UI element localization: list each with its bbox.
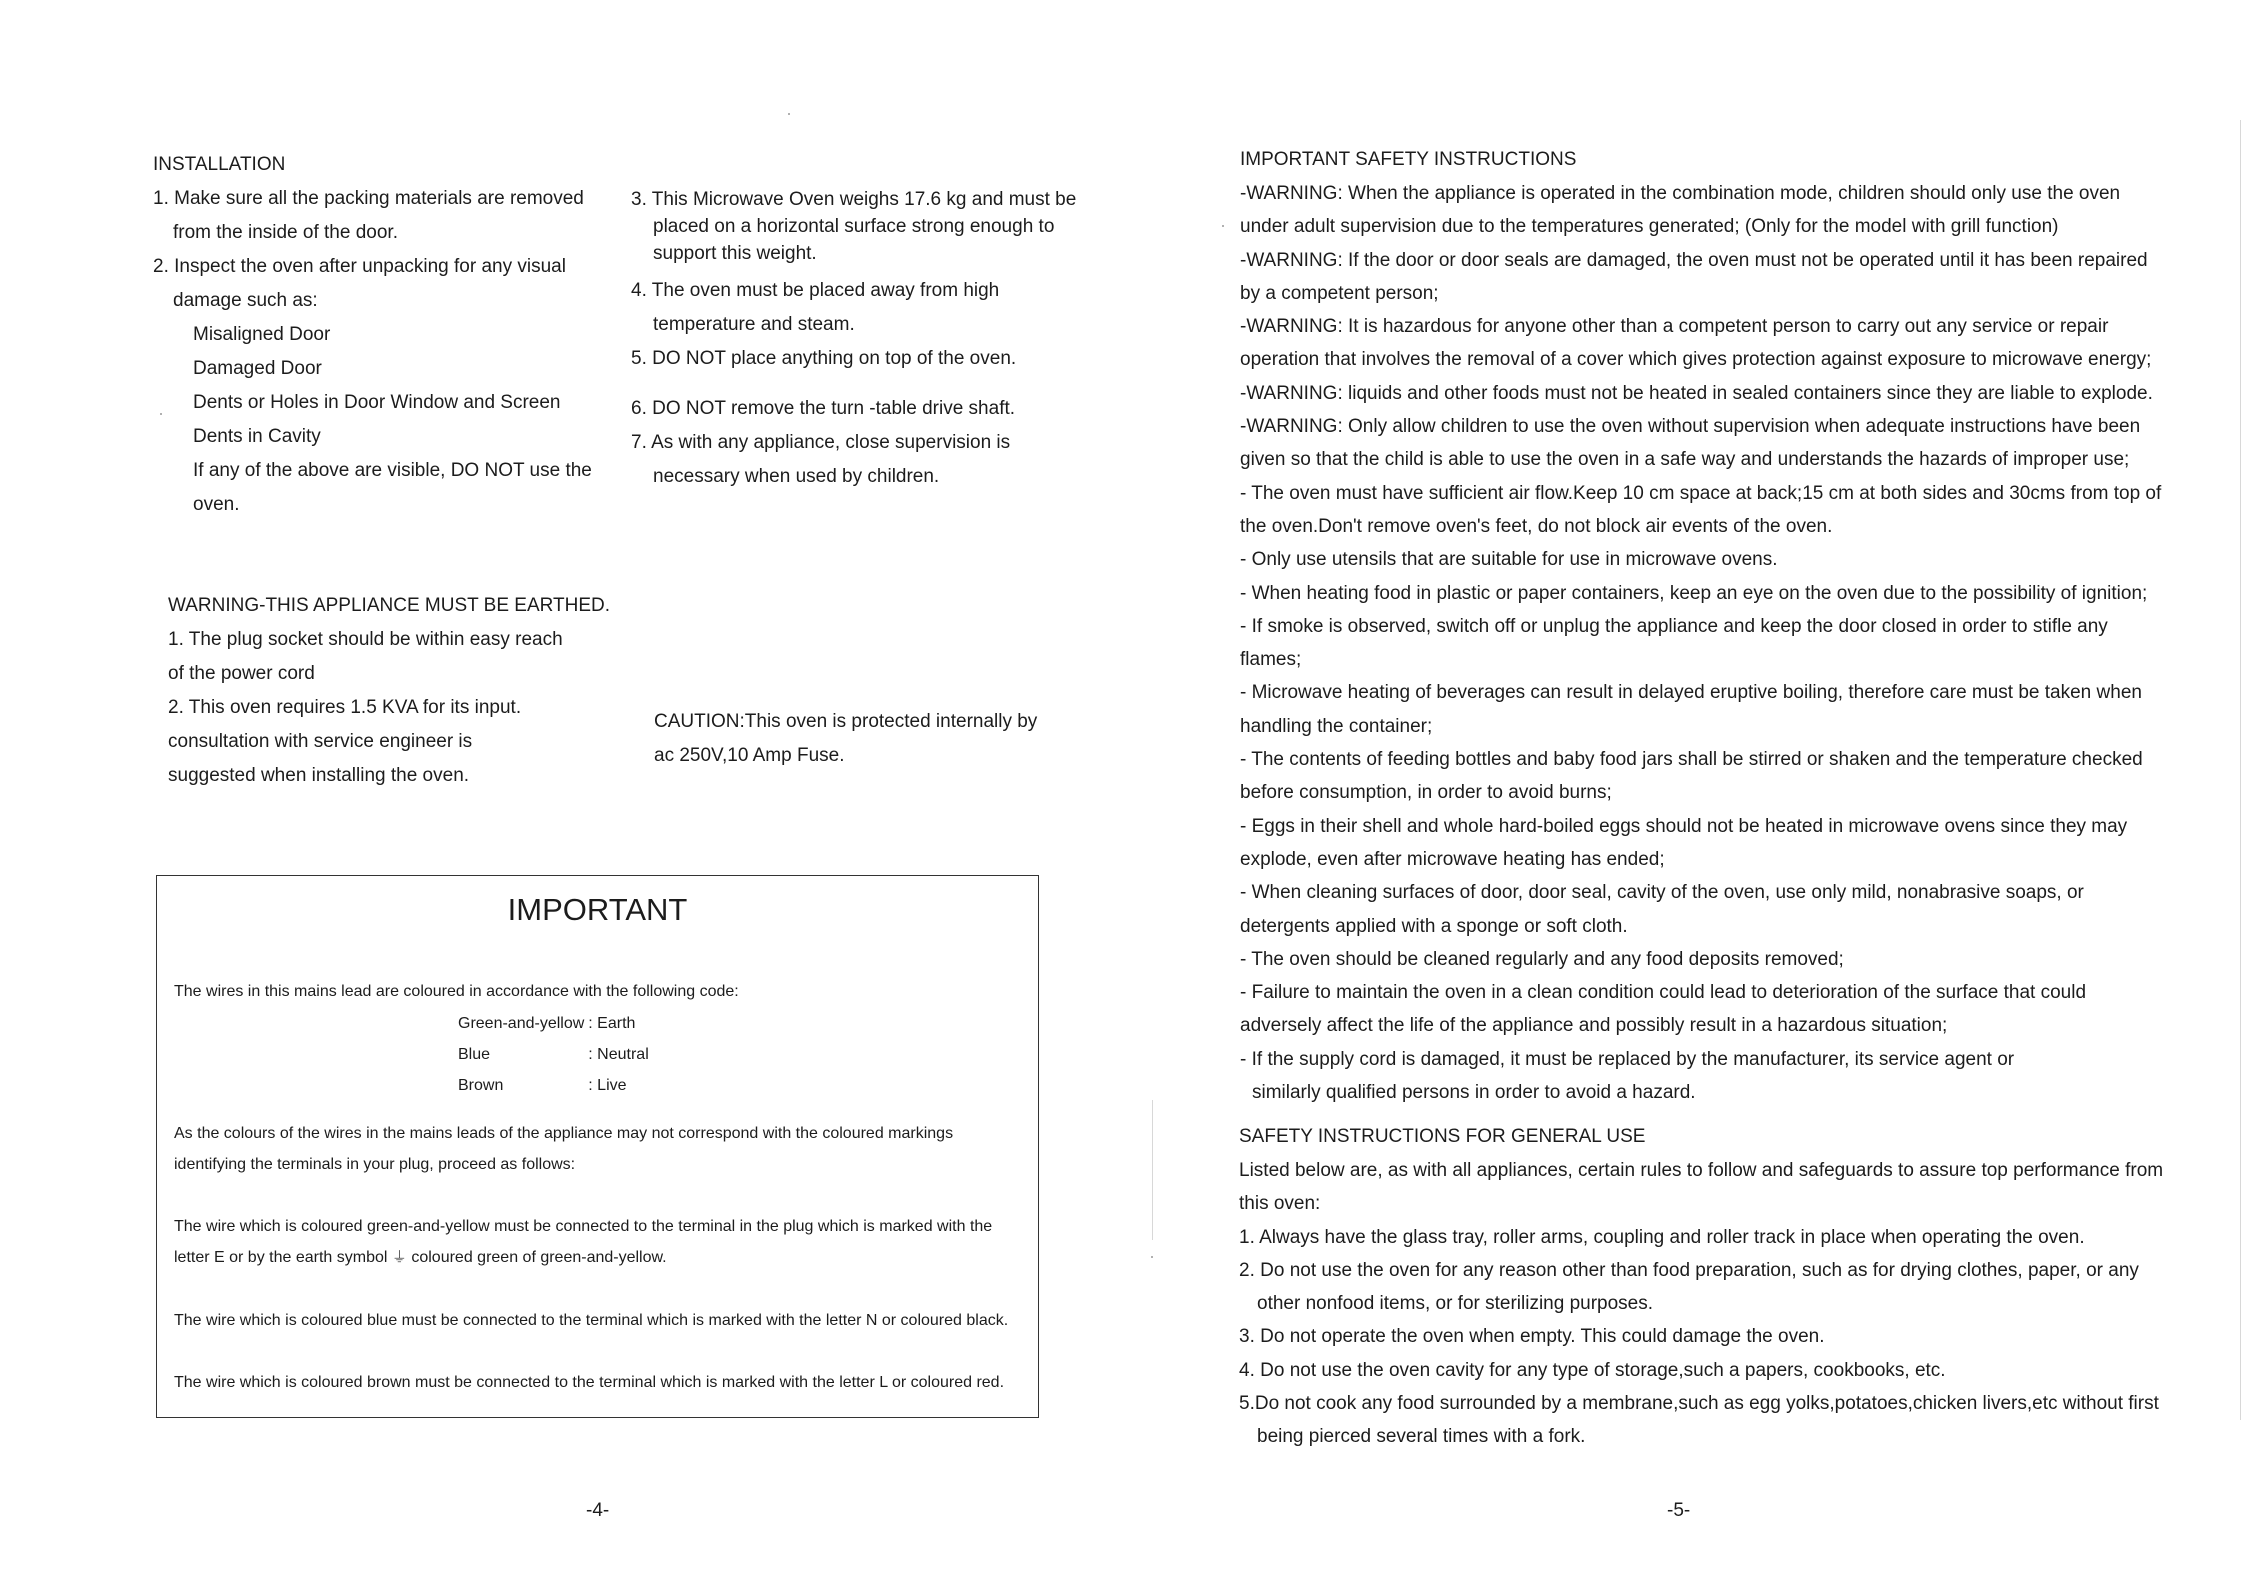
safety-paragraph: - Failure to maintain the oven in a clean condition could lead to deterioration of the surface that could adversely affect the life of the appliance and possibly result in a hazardous situation; — [1240, 982, 2087, 1037]
damage-item: Dents or Holes in Door Window and Screen — [193, 392, 561, 413]
wiring-paragraph: The wire which is coloured blue must be connected to the terminal which is marked with the letter N or coloured black. — [174, 1312, 1009, 1329]
installation-item-3: 3. This Microwave Oven weighs 17.6 kg and must be placed on a horizontal surface strong enough to support this weight. — [631, 189, 1077, 264]
general-use-item: 4. Do not use the oven cavity for any type of storage,such a papers, cookbooks, etc. — [1239, 1359, 1946, 1381]
wire-colour: Blue — [458, 1046, 491, 1063]
wiring-paragraph: As the colours of the wires in the mains leads of the appliance may not correspond with the coloured markings identifying the terminals in your plug, proceed as follows: — [174, 1125, 954, 1173]
safety-paragraph: - When heating food in plastic or paper containers, keep an eye on the oven due to the possibility of ignition; — [1240, 582, 2148, 604]
damage-item: Damaged Door — [193, 358, 322, 379]
earthing-line: 1. The plug socket should be within easy reach — [168, 629, 563, 650]
installation-section-continued — [631, 186, 1101, 494]
important-title: IMPORTANT — [507, 892, 688, 927]
safety-paragraph: - Only use utensils that are suitable for use in microwave ovens. — [1240, 549, 1778, 571]
caution-line: ac 250V,10 Amp Fuse. — [654, 745, 845, 766]
safety-paragraph-list — [1240, 177, 2170, 1109]
page-fold — [1152, 1100, 1153, 1240]
wiring-paragraph: The wire which is coloured brown must be connected to the terminal which is marked with the letter L or coloured red. — [174, 1374, 1005, 1391]
installation-heading: INSTALLATION — [153, 154, 286, 175]
wire-meaning: : Live — [588, 1077, 627, 1094]
earthing-heading: WARNING-THIS APPLIANCE MUST BE EARTHED. — [168, 595, 611, 616]
wire-code-row — [458, 1070, 649, 1101]
installation-item-1: 1. Make sure all the packing materials are removed from the inside of the door. — [153, 188, 584, 243]
safety-paragraph: - When cleaning surfaces of door, door seal, cavity of the oven, use only mild, nonabrasive soaps, or detergents applied with a sponge or soft cloth. — [1240, 882, 2084, 937]
wire-colour: Green-and-yellow — [458, 1015, 585, 1032]
scan-speck — [1151, 1256, 1153, 1258]
safety-paragraph: -WARNING: liquids and other foods must not be heated in sealed containers since they are liable to explode. — [1240, 382, 2153, 404]
wiring-text: coloured green of green-and-yellow. — [406, 1249, 667, 1266]
earthing-line: 2. This oven requires 1.5 KVA for its input. — [168, 697, 522, 718]
installation-item-4: 4. The oven must be placed away from high temperature and steam. — [631, 280, 1000, 335]
safety-paragraph: - The oven should be cleaned regularly and any food deposits removed; — [1240, 948, 1844, 970]
wire-code-row — [458, 1039, 649, 1070]
wire-code-row — [458, 1008, 649, 1039]
general-use-item: 1. Always have the glass tray, roller arms, coupling and roller track in place when operating the oven. — [1239, 1226, 2085, 1248]
wiring-paragraph-earth — [174, 1211, 1024, 1273]
earthing-line: suggested when installing the oven. — [168, 765, 470, 786]
wiring-intro: The wires in this mains lead are coloured in accordance with the following code: — [174, 983, 739, 1000]
safety-heading: IMPORTANT SAFETY INSTRUCTIONS — [1240, 149, 1577, 170]
safety-paragraph: -WARNING: When the appliance is operated in the combination mode, children should only use the oven under adult supervision due to the temperatures generated; (Only for the model with grill function) — [1240, 183, 2121, 238]
general-use-heading: SAFETY INSTRUCTIONS FOR GENERAL USE — [1239, 1126, 1646, 1147]
wire-meaning: : Earth — [588, 1015, 636, 1032]
earth-symbol-icon: ⏚ — [391, 1249, 407, 1266]
installation-item-2: 2. Inspect the oven after unpacking for any visual damage such as: — [153, 256, 566, 311]
caution-section — [654, 705, 1074, 773]
safety-paragraph: - The oven must have sufficient air flow.Keep 10 cm space at back;15 cm at both sides and 30cms from top of the oven.Don't remove oven's feet, do not block air events of the oven. — [1240, 482, 2162, 537]
earthing-line: of the power cord — [168, 663, 315, 684]
safety-paragraph: - Eggs in their shell and whole hard-boiled eggs should not be heated in microwave ovens since they may explode, even after microwave heating has ended; — [1240, 815, 2128, 870]
installation-item-6: 6. DO NOT remove the turn -table drive shaft. — [631, 398, 1016, 419]
general-use-intro: Listed below are, as with all appliances, certain rules to follow and safeguards to assure top performance from this oven: — [1239, 1160, 2164, 1215]
safety-paragraph: similarly qualified persons in order to avoid a hazard. — [1252, 1082, 1696, 1104]
general-use-item: 3. Do not operate the oven when empty. This could damage the oven. — [1239, 1326, 1825, 1348]
wire-colour-code-table — [458, 1008, 649, 1101]
wiring-text: The wire which is coloured green-and-yellow must be connected to the terminal in the plug which is marked with the letter E or by the earth symbol — [174, 1218, 993, 1266]
safety-paragraph: - Microwave heating of beverages can result in delayed eruptive boiling, therefore care must be taken when handling the container; — [1240, 682, 2142, 737]
page-number: -5- — [1667, 1500, 1691, 1521]
safety-paragraph: - If the supply cord is damaged, it must be replaced by the manufacturer, its service agent or — [1240, 1048, 2015, 1070]
safety-paragraph: -WARNING: If the door or door seals are damaged, the oven must not be operated until it has been repaired by a competent person; — [1240, 249, 2148, 304]
important-wiring-box — [156, 875, 1039, 1418]
installation-item-5: 5. DO NOT place anything on top of the oven. — [631, 348, 1017, 369]
installation-item-7: 7. As with any appliance, close supervision is necessary when used by children. — [631, 432, 1011, 487]
right-edge — [2240, 120, 2241, 1420]
safety-instructions-section — [1240, 143, 2170, 1109]
earthing-line: consultation with service engineer is — [168, 731, 473, 752]
page-number: -4- — [586, 1500, 610, 1521]
general-use-section — [1239, 1120, 2169, 1454]
scan-speck — [788, 113, 790, 115]
safety-paragraph: - The contents of feeding bottles and baby food jars shall be stirred or shaken and the temperature checked before consumption, in order to avoid burns; — [1240, 749, 2143, 804]
wire-meaning: : Neutral — [588, 1046, 649, 1063]
safety-paragraph: -WARNING: It is hazardous for anyone other than a competent person to carry out any service or repair operation that involves the removal of a cover which gives protection against exposure to microwave energy; — [1240, 316, 2152, 371]
earthing-warning-section — [168, 589, 618, 793]
damage-item: Dents in Cavity — [193, 426, 321, 447]
wire-colour: Brown — [458, 1077, 504, 1094]
safety-paragraph: - If smoke is observed, switch off or unplug the appliance and keep the door closed in order to stifle any flames; — [1240, 615, 2108, 671]
general-use-item: 5.Do not cook any food surrounded by a membrane,such as egg yolks,potatoes,chicken livers,etc without first being pierced several times with a fork. — [1239, 1393, 2159, 1448]
general-use-item: 2. Do not use the oven for any reason other than food preparation, such as for drying clothes, paper, or any other nonfood items, or for sterilizing purposes. — [1239, 1259, 2139, 1315]
damage-item: Misaligned Door — [193, 324, 331, 345]
caution-line: CAUTION:This oven is protected internally by — [654, 711, 1038, 732]
scan-speck — [1222, 225, 1224, 227]
installation-section — [153, 148, 623, 522]
damage-note: If any of the above are visible, DO NOT use the oven. — [193, 460, 592, 515]
safety-paragraph: -WARNING: Only allow children to use the oven without supervision when adequate instructions have been given so that the child is able to use the oven in a safe way and understands the hazards of improper use; — [1240, 416, 2141, 471]
